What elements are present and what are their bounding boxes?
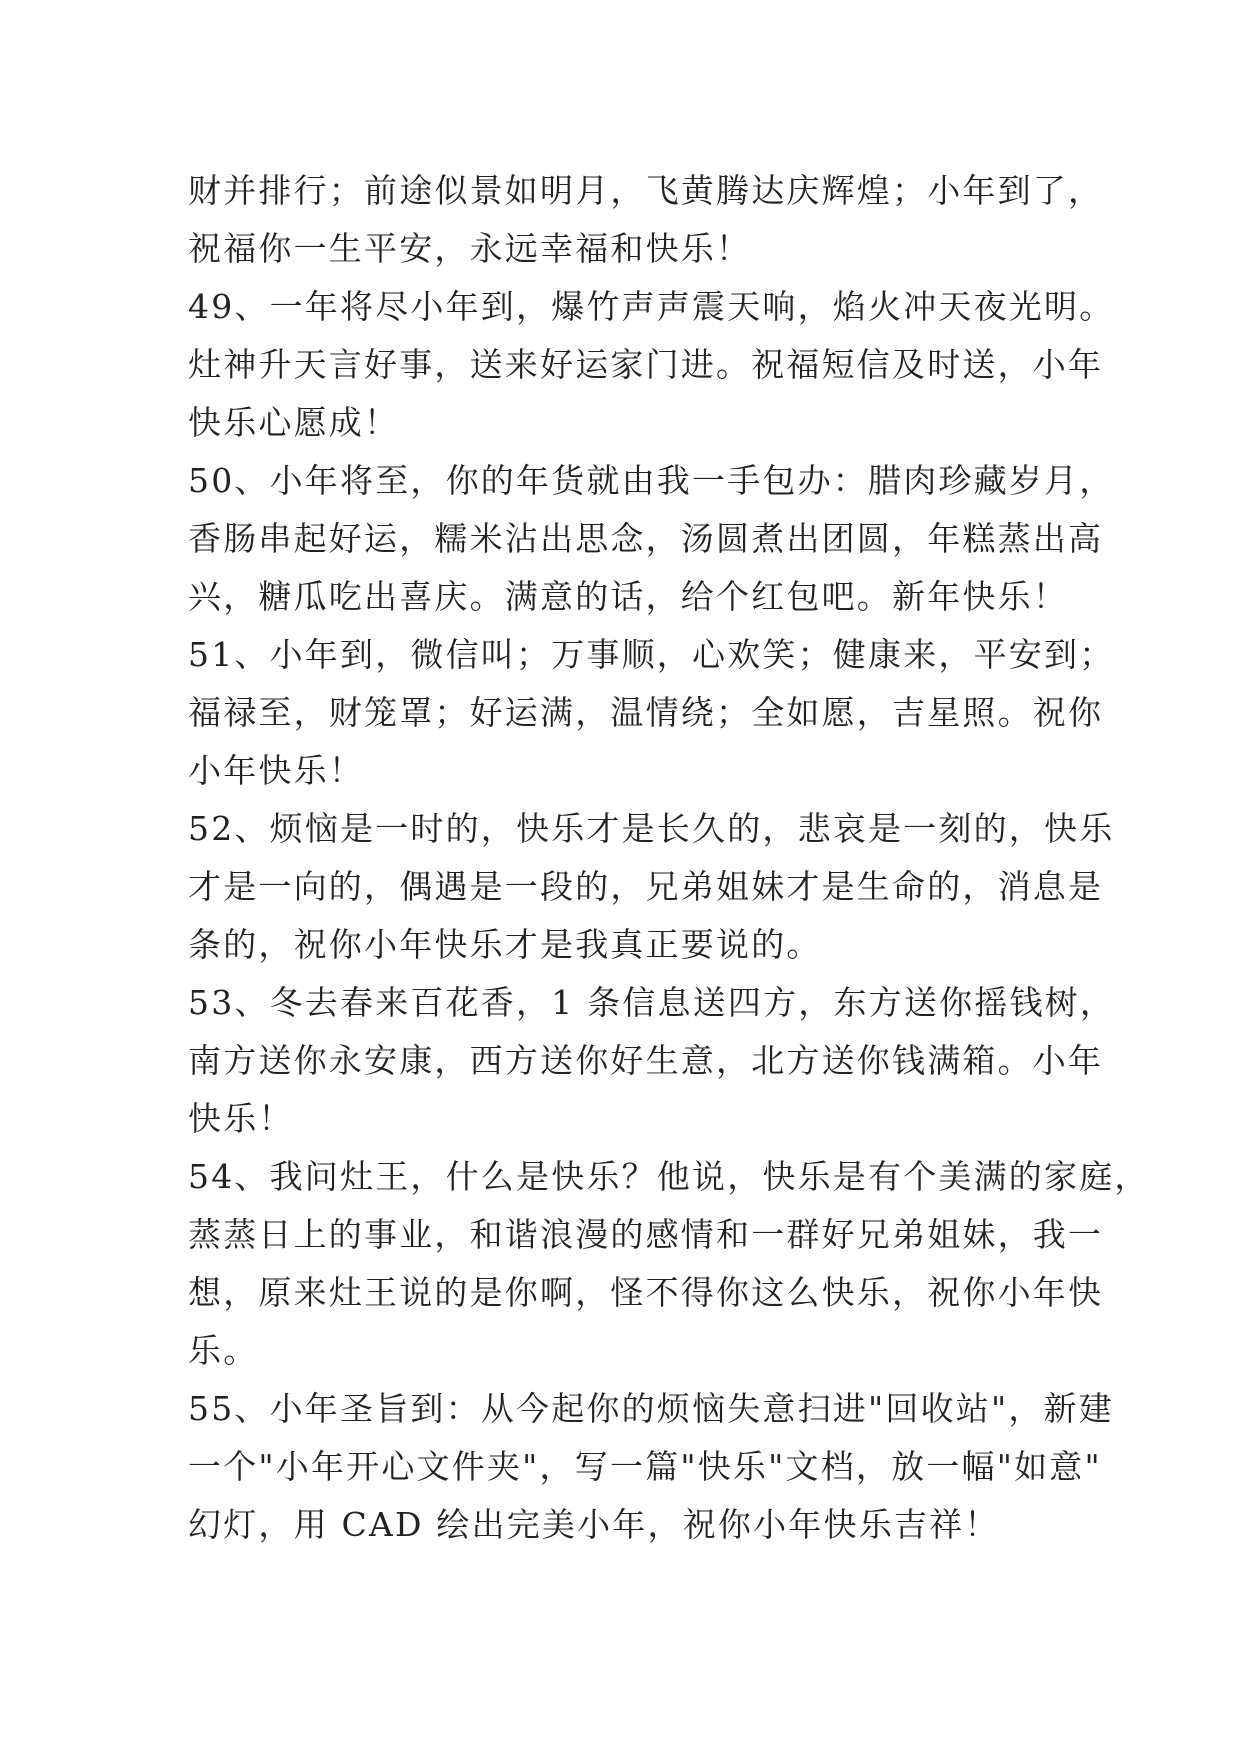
text-line: 南方送你永安康，西方送你好生意，北方送你钱满箱。小年 (188, 1041, 1104, 1080)
text-line: 幻灯，用 CAD 绘出完美小年，祝你小年快乐吉祥！ (188, 1505, 1000, 1544)
text-line: 53、冬去春来百花香，1 条信息送四方，东方送你摇钱树， (188, 983, 1116, 1022)
text-line: 54、我问灶王，什么是快乐？他说，快乐是有个美满的家庭， (188, 1157, 1150, 1196)
text-line: 一个"小年开心文件夹"，写一篇"快乐"文档，放一幅"如意" (188, 1447, 1102, 1486)
text-line: 49、一年将尽小年到，爆竹声声震天响，焰火冲天夜光明。 (188, 287, 1115, 326)
text-line: 兴，糖瓜吃出喜庆。满意的话，给个红包吧。新年快乐！ (188, 577, 1068, 616)
text-line: 条的，祝你小年快乐才是我真正要说的。 (188, 925, 822, 964)
text-line: 想，原来灶王说的是你啊，怪不得你这么快乐，祝你小年快 (188, 1273, 1104, 1312)
text-line: 快乐！ (188, 1099, 294, 1138)
text-line: 50、小年将至，你的年货就由我一手包办：腊肉珍藏岁月， (188, 461, 1115, 500)
text-line: 乐。 (188, 1331, 259, 1370)
text-line: 55、小年圣旨到：从今起你的烦恼失意扫进"回收站"，新建 (188, 1389, 1114, 1428)
text-line: 财并排行；前途似景如明月，飞黄腾达庆辉煌；小年到了， (188, 171, 1104, 210)
text-line: 小年快乐！ (188, 751, 364, 790)
text-line: 祝福你一生平安，永远幸福和快乐！ (188, 229, 752, 268)
text-line: 52、烦恼是一时的，快乐才是长久的，悲哀是一刻的，快乐 (188, 809, 1115, 848)
text-line: 福禄至，财笼罩；好运满，温情绕；全如愿，吉星照。祝你 (188, 693, 1104, 732)
text-line: 蒸蒸日上的事业，和谐浪漫的感情和一群好兄弟姐妹，我一 (188, 1215, 1104, 1254)
document-body (188, 162, 1150, 1554)
text-line: 51、小年到，微信叫；万事顺，心欢笑；健康来，平安到； (188, 635, 1115, 674)
text-line: 香肠串起好运，糯米沾出思念，汤圆煮出团圆，年糕蒸出高 (188, 519, 1104, 558)
text-line: 快乐心愿成！ (188, 403, 400, 442)
text-line: 灶神升天言好事，送来好运家门进。祝福短信及时送，小年 (188, 345, 1104, 384)
text-line: 才是一向的，偶遇是一段的，兄弟姐妹才是生命的，消息是 (188, 867, 1104, 906)
